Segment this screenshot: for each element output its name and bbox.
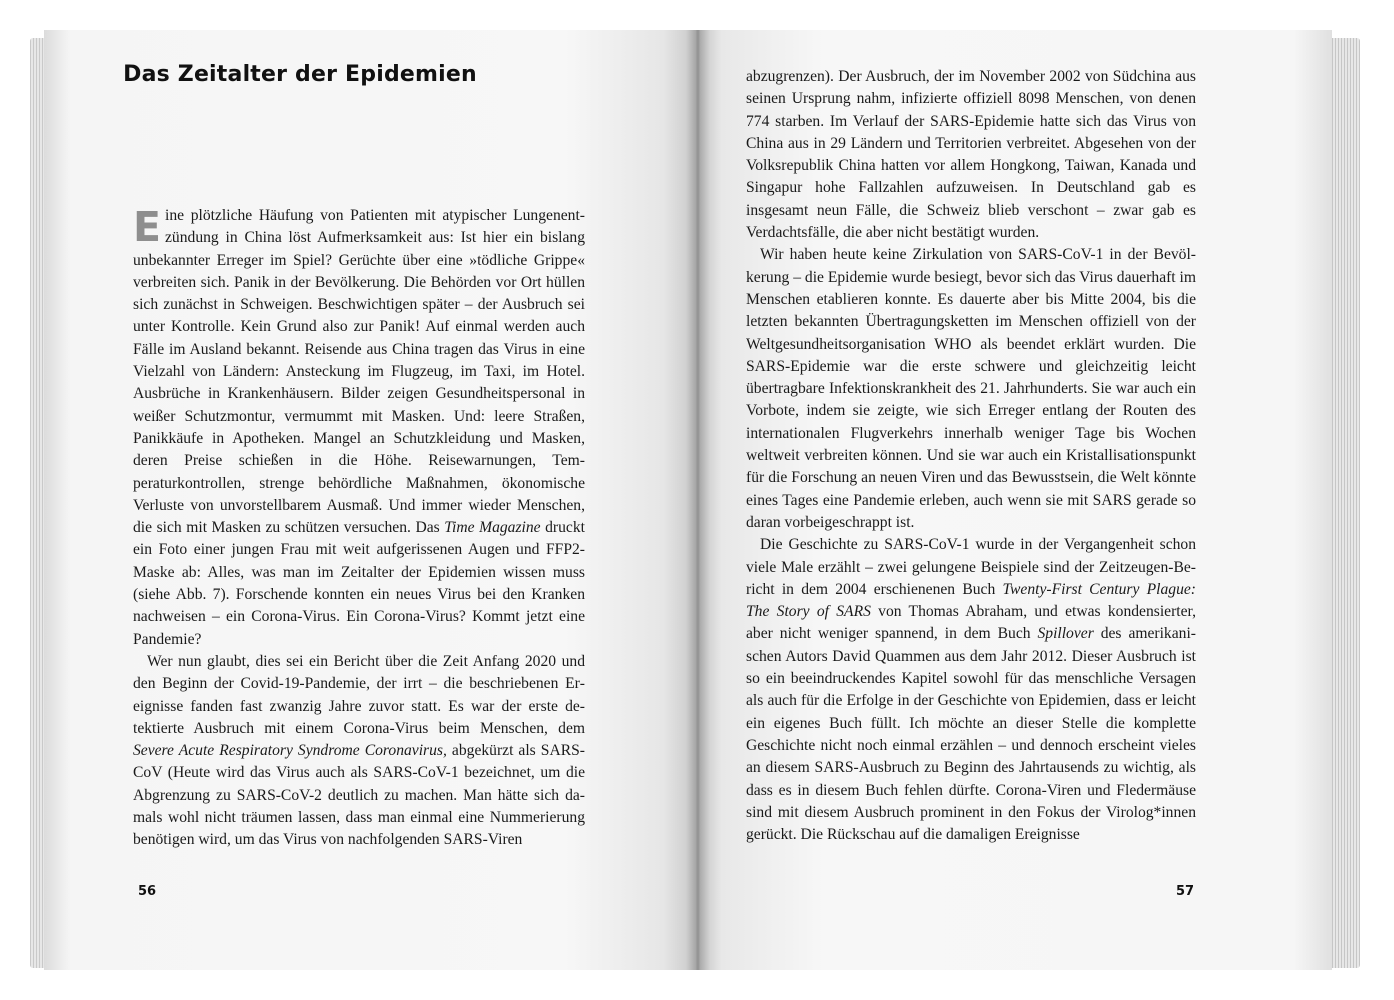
text-run: des amerikanischen Autors David Quammen aus dem Jahr 2012. Dieser Ausbruch ist so ein beeindruckendes Kapitel sowohl für das menschliche Versagen als auch für die Erfolge in der Geschichte von Epidemien, dass er leicht ein eigenes Buch füllt. Ich möchte an dieser Stelle die komplette Geschichte nicht noch einmal erzählen – und dennoch erscheint vieles an diesem SARS-Ausbruch zu Beginn des Jahrtausends zu wichtig, als dass es in diesem Buch fehlen dürfte. Corona-Viren und Fledermäuse sind mit diesem Ausbruch prominent in den Fokus der Virolog*innen gerückt. Die Rückschau auf die damaligen Ereignisse [746, 625, 1196, 844]
drop-cap: E [133, 203, 162, 251]
left-page-body [133, 205, 585, 852]
chapter-title: Das Zeitalter der Epidemien [123, 62, 477, 87]
page-edges-right [1330, 38, 1360, 968]
right-page-body [746, 66, 1196, 846]
text-run: von Thomas Abraham, und etwas kondensierter, aber nicht weniger spannend, in dem Buch [746, 603, 1196, 643]
paragraph: Wir haben heute keine Zirkulation von SARS-CoV-1 in der Bevölkerung – die Epidemie wurde besiegt, bevor sich das Virus dauerhaft im Menschen etablieren konnte. Es dauerte aber bis Mitte 2004, bis die letzten bekannten Übertragungsketten im Menschen offiziell von der Weltgesundheitsorganisation WHO als beendet erklärt wurden. Die SARS-Epidemie war die erste schwere und gleichzeitig leicht übertragbare Infektionskrankheit des 21. Jahrhunderts. Sie war auch ein Vorbote, indem sie zeigte, wie sich Erreger entlang der Routen des internationalen Flugverkehrs innerhalb weniger Tage bis Wochen weltweit verbreiten können. Und sie war auch ein Kristallisationspunkt für die Forschung an neuen Viren und das Bewusstsein, die Welt könnte eines Tages eine Pandemie erleben, auch wenn sie mit SARS gerade so daran vorbeigeschrappt ist. [746, 246, 1197, 531]
text-run: druckt ein Foto einer jungen Frau mit weit aufgerissenen Augen und FFP2-Maske ab: Alles, was man im Zeitalter der Epidemien wissen muss (siehe Abb. 7). Forschende konnten ein neues Virus bei den Kranken nachweisen – ein Corona-Virus. Ein Corona-Virus? Kommt jetzt eine Pandemie? [133, 519, 585, 648]
text-run: Wer nun glaubt, dies sei ein Bericht über die Zeit Anfang 2020 und den Beginn der Covid-19-Pandemie, der irrt – die beschriebenen Ereignisse fanden fast zwanzig Jahre zuvor statt. Es war der erste detektierte Ausbruch mit einem Corona-Virus beim Menschen, dem [133, 652, 585, 737]
paragraph [133, 205, 585, 651]
page-number-right: 57 [1176, 884, 1195, 899]
italic-text: Spillover [1037, 625, 1094, 643]
book-gutter [686, 30, 710, 970]
paragraph [746, 534, 1196, 846]
paragraph: abzugrenzen). Der Ausbruch, der im November 2002 von Südchina aus seinen Ursprung nahm, infizierte offiziell 8098 Menschen, von denen 774 starben. Im Verlauf der SARS-Epidemie hatte sich das Virus von China aus in 29 Ländern und Territorien verbreitet. Abgesehen von der Volksrepublik China hatten vor allem Hongkong, Taiwan, Kanada und Singapur hohe Fallzahlen aufzuweisen. In Deutschland gab es insgesamt neun Fälle, die Schweiz blieb verschont – zwar gab es Verdachtsfälle, die aber nicht bestätigt wurden. [746, 68, 1196, 242]
text-run: abgekürzt als SARS-CoV (Heute wird das Virus auch als SARS-CoV-1 bezeichnet, um die Abgrenzung zu SARS-CoV-2 deutlich zu machen. Man hätte sich damals wohl nicht träumen lassen, dass man einmal eine Nummerierung benötigen wird, um das Virus von nachfolgenden SARS-Viren [133, 742, 585, 849]
italic-text: Severe Acute Respiratory Syndrome Coronavirus, [133, 742, 447, 760]
text-run: Die Geschichte zu SARS-CoV-1 wurde in der Vergangenheit schon viele Male erzählt – zwei gelungene Beispiele sind der Zeitzeugen-Bericht in dem 2004 erschienenen Buch [746, 536, 1196, 598]
paragraph [133, 651, 585, 852]
italic-text: Twenty-First Century Plague: The Story of SARS [746, 580, 1196, 621]
italic-text: Time Magazine [444, 519, 541, 537]
page-number-left: 56 [138, 884, 157, 899]
text-run: ine plötzliche Häufung von Patienten mit atypischer Lungenentzündung in China löst Aufmerksamkeit aus: Ist hier ein bislang unbekannter Erreger im Spiel? Gerüchte über eine »tödliche Grippe« verbreiten sich. Panik in der Bevölkerung. Die Behörden vor Ort hüllen sich zunächst in Schweigen. Beschwichtigen später – der Ausbruch sei unter Kontrolle. Kein Grund also zur Panik! Auf einmal werden auch Fälle im Ausland bekannt. Reisende aus China tragen das Virus in eine Vielzahl von Ländern: Ansteckung im Flugzeug, im Taxi, im Hotel. Ausbrüche in Krankenhäusern. Bilder zeigen Gesundheitspersonal in weißer Schutzmontur, vermummt mit Masken. Und: leere Straßen, Panikkäufe in Apotheken. Mangel an Schutzkleidung und Masken, deren Preise schießen in die Höhe. Reisewarnungen, Temperaturkontrollen, strenge behördliche Maßnahmen, ökonomische Verluste von unvorstellbarem Ausmaß. Und immer wieder Menschen, die sich mit Masken zu schützen versuchen. Das [133, 207, 585, 537]
